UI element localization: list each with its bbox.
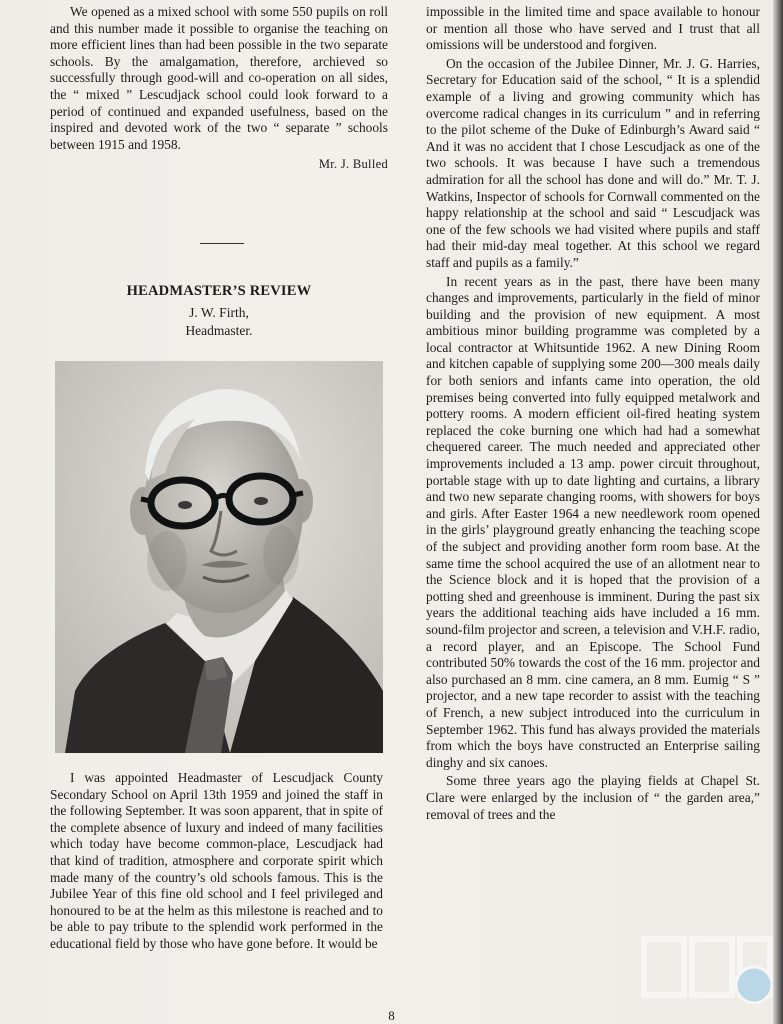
review-paragraph-playing-fields: Some three years ago the playing fields at Chapel St. Clare were enlarged by the inclusion of “ the garden area,” removal of trees and the — [426, 773, 760, 822]
section-divider — [200, 243, 244, 244]
portrait-illustration — [55, 361, 383, 753]
intro-column — [50, 4, 388, 173]
review-paragraph-continued: impossible in the limited time and space available to honour or mention all those who have served and I trust that all omissions will be understood and forgiven. — [426, 4, 760, 53]
review-title: HEADMASTER’S REVIEW — [126, 283, 312, 299]
watermark-logo — [636, 935, 776, 1015]
headmaster-portrait — [55, 361, 383, 753]
page-number: 8 — [388, 1008, 395, 1023]
review-author-role: Headmaster. — [185, 323, 253, 338]
review-heading — [50, 283, 388, 339]
review-paragraph-improvements: In recent years as in the past, there have been many changes and improvements, particularly in the field of minor building and the provision of new equipment. A most ambitious minor building programme was completed by a local contractor at Whitsuntide 1962. A new Dining Room and kitchen capable of supplying some 200—300 meals daily for both seniors and infants came into operation, the old premises being converted into fully equipped metalwork and pottery rooms. A modern efficient oil-fired heating system replaced the coke burning one which had had a somewhat chequered career. The much needed and appreciated other improvements included a 13 amp. power circuit throughout, portable stage with up to date lighting and curtains, a library and two new separate changing rooms, with showers for boys and girls. After Easter 1964 a new needlework room opened in the girls’ playground greatly enhancing the teaching scope of the subject and providing another form room base. At the same time the school acquired the use of an allotment near to the Science block and it is hoped that the provision of a potting shed and greenhouse is imminent. During the past six years the additional teaching aids have included a 16 mm. sound-film projector and screen, a television and V.H.F. radio, a record player, and an Episcope. The School Fund contributed 50% towards the cost of the 16 mm. projector and also purchased an 8 mm. cine camera, an 8 mm. Eumig “ S ” projector, and a new tape recorder to assist with the teaching of French, a new subject introduced into the curriculum in September 1962. This fund has always provided the materials from which the boys have constructed an Enterprise sailing dinghy and six canoes. — [426, 273, 760, 770]
intro-paragraph: We opened as a mixed school with some 550 pupils on roll and this number made it possible to organise the teaching on more efficient lines than had been possible in the two separate schools. By the amalgamation, therefore, archieved so successfully through good-will and co-operation on all sides, the “ mixed ” Lescudjack school could look forward to a period of continued and expanded usefulness, based on the inspired and devoted work of the two “ separate ” schools between 1915 and 1958. — [50, 4, 388, 152]
review-paragraph-jubilee-dinner: On the occasion of the Jubilee Dinner, Mr. J. G. Harries, Secretary for Education said of the school, “ It is a splendid example of a living and growing community which has overcome radical changes in its curriculum ” and in referring to the pilot scheme of the Duke of Edinburgh’s Award said “ And it was no accident that I chose Lescudjack as one of the two schools. It was because I have such a tremendous admiration for all the school has done and will do.” Mr. T. J. Watkins, Inspector of schools for Cornwall commented on the happy relationship at the school and said “ Lescudjack was one of the few schools we had visited where pupils and staff had their mid-day meal together. At this school we regard staff and pupils as a family.” — [426, 55, 760, 270]
review-left-column — [50, 770, 383, 953]
review-right-column — [426, 4, 760, 823]
review-paragraph-1: I was appointed Headmaster of Lescudjack County Secondary School on April 13th 1959 and joined the staff in the following September. It was soon apparent, that in spite of the complete absence of luxury and indeed of many facilities which today have become common-place, Lescudjack had that kind of tradition, atmosphere and corporate spirit which made many of the country’s old schools famous. This is the Jubilee Year of this fine old school and I feel privileged and honoured to be at the helm as this milestone is reached and to be able to pay tribute to the splendid work performed in the educational field by those who have gone before. It would be — [50, 770, 383, 951]
intro-signature: Mr. J. Bulled — [318, 157, 388, 172]
page-spine-shadow — [773, 0, 783, 1024]
review-author: J. W. Firth, — [189, 305, 249, 320]
